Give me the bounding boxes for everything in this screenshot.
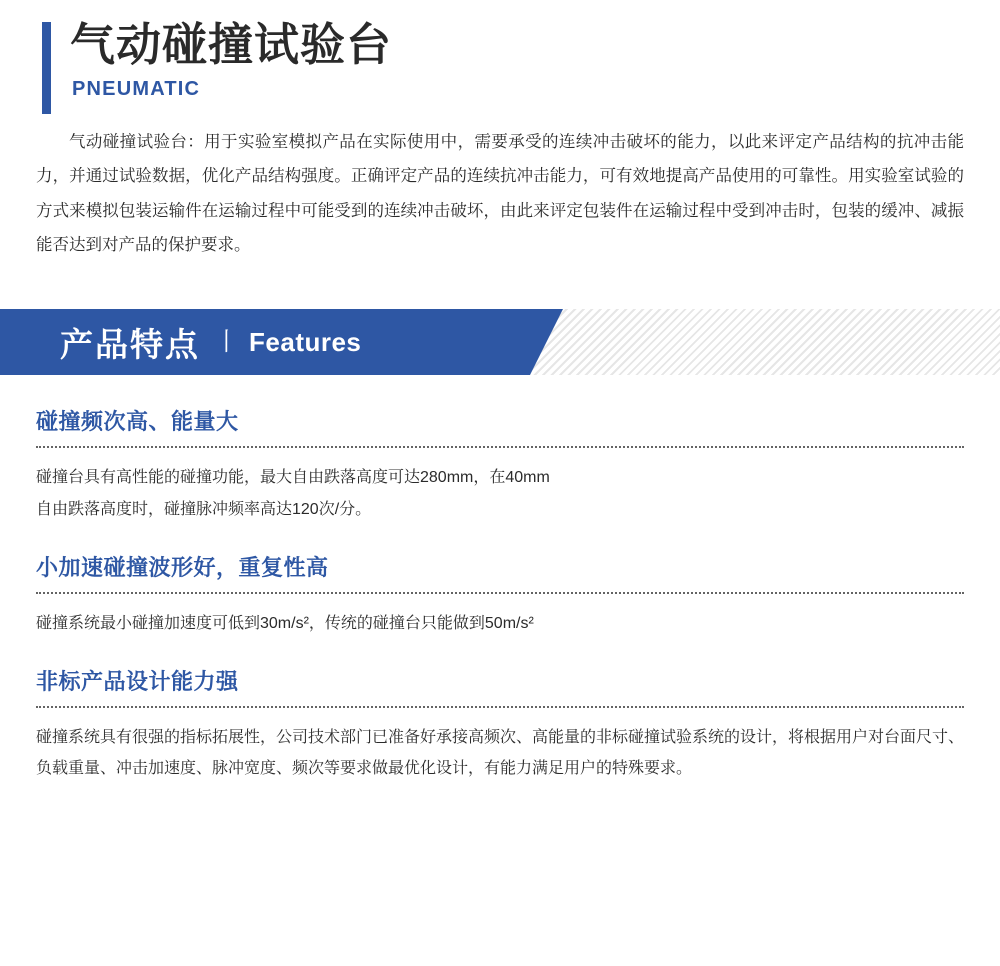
section-banner [0, 308, 1000, 375]
feature-title: 碰撞频次高、能量大 [36, 410, 239, 436]
section-banner-label [0, 309, 530, 375]
feature-item [36, 405, 964, 524]
feature-divider [36, 446, 964, 448]
page-header [0, 0, 1000, 101]
features-list [36, 405, 964, 784]
feature-body [36, 722, 964, 784]
header-text-group [42, 18, 1000, 101]
feature-title: 非标产品设计能力强 [36, 669, 239, 695]
feature-body-line: 碰撞系统具有很强的指标拓展性，公司技术部门已准备好承接高频次、高能量的非标碰撞试验系统的设计，将根据用户对台面尺寸、负载重量、冲击加速度、脉冲宽度、频次等要求做最优化设计，有能力满足用户的特殊要求。 [36, 728, 965, 778]
feature-body-line: 碰撞系统最小碰撞加速度可低到30m/s²，传统的碰撞台只能做到50m/s² [36, 614, 534, 632]
feature-divider [36, 592, 964, 594]
feature-body-line: 碰撞台具有高性能的碰撞功能，最大自由跌落高度可达280mm，在40mm [36, 469, 550, 487]
feature-body-line: 自由跌落高度时，碰撞脉冲频率高达120次/分。 [36, 500, 372, 518]
page-subtitle-en: PNEUMATIC [72, 78, 201, 101]
header-accent-bar [42, 22, 51, 114]
feature-body [36, 608, 964, 639]
feature-item [36, 665, 964, 784]
section-title-en: Features [249, 326, 362, 357]
feature-title: 小加速碰撞波形好，重复性高 [36, 555, 329, 581]
feature-divider [36, 706, 964, 708]
intro-paragraph: 气动碰撞试验台：用于实验室模拟产品在实际使用中，需要承受的连续冲击破坏的能力，以此来评定产品结构的抗冲击能力，并通过试验数据，优化产品结构强度。正确评定产品的连续抗冲击能力，可有效地提高产品使用的可靠性。用实验室试验的方式来模拟包装运输件在运输过程中可能受到的连续冲击破坏，由此来评定包装件在运输过程中受到冲击时，包装的缓冲、减振能否达到对产品的保护要求。 [36, 133, 964, 255]
page-title: 气动碰撞试验台 [70, 18, 393, 71]
feature-item [36, 551, 964, 639]
feature-body [36, 462, 964, 524]
section-title-cn: 产品特点 [60, 324, 200, 364]
section-title-separator: 丨 [214, 328, 240, 357]
